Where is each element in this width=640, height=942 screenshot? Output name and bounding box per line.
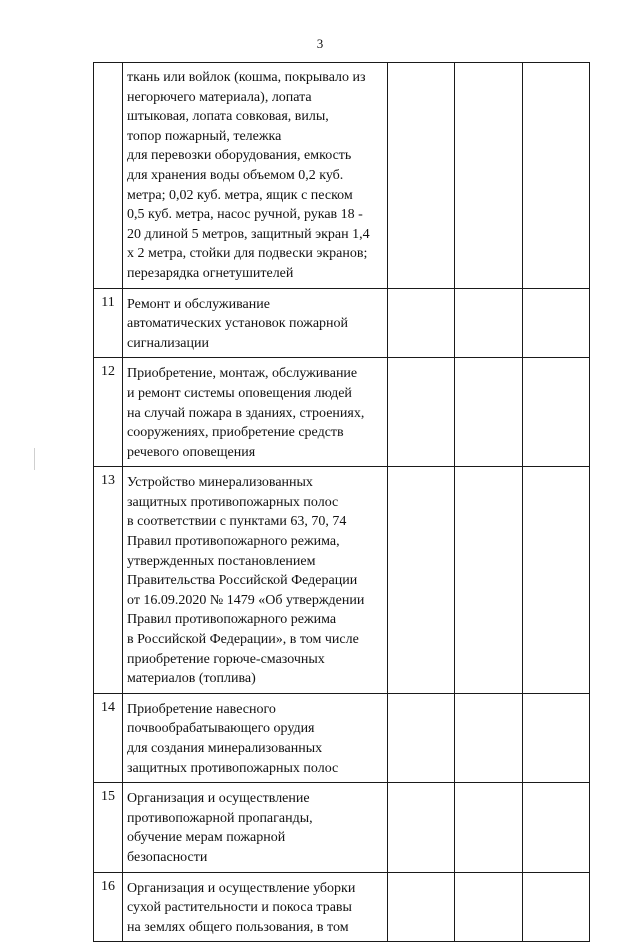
- empty-cell: [523, 783, 590, 872]
- row-number: 13: [94, 467, 123, 694]
- row-description: Устройство минерализованных защитных противопожарных полос в соответствии с пунктами 63, 70, 74 Правил противопожарного режима, утвержденных постановлением Правительства Российской Федерации от 16.09.2020 № 1479 «Об утверждении Правил противопожарного режима в Российской Федерации», в том числе приобретение горюче-смазочных материалов (топлива): [127, 475, 365, 687]
- row-description: ткань или войлок (кошма, покрывало из негорючего материала), лопата штыковая, лопата совковая, вилы, топор пожарный, тележка для перевозки оборудования, емкость для хранения воды объемом 0,2 куб. метра; 0,02 куб. метра, ящик с песком 0,5 куб. метра, насос ручной, рукав 18 - 20 длиной 5 метров, защитный экран 1,4 х 2 метра, стойки для подвески экранов; перезарядка огнетушителей: [127, 70, 370, 281]
- table-row: [94, 288, 590, 358]
- empty-cell: [523, 693, 590, 782]
- empty-cell: [523, 467, 590, 694]
- table-row: [94, 467, 590, 694]
- row-description-cell: [123, 783, 388, 872]
- empty-cell: [388, 63, 455, 289]
- row-description: Организация и осуществление противопожарной пропаганды, обучение мерам пожарной безопасности: [127, 791, 313, 865]
- row-description: Приобретение, монтаж, обслуживание и ремонт системы оповещения людей на случай пожара в зданиях, строениях, сооружениях, приобретение средств речевого оповещения: [127, 366, 365, 460]
- row-number: 16: [94, 872, 123, 942]
- empty-cell: [388, 693, 455, 782]
- empty-cell: [455, 872, 523, 942]
- table-row: [94, 872, 590, 942]
- row-description: Организация и осуществление уборки сухой растительности и покоса травы на землях общего пользования, в том: [127, 880, 356, 935]
- empty-cell: [523, 358, 590, 467]
- row-description-cell: [123, 63, 388, 289]
- empty-cell: [523, 63, 590, 289]
- empty-cell: [455, 358, 523, 467]
- empty-cell: [455, 63, 523, 289]
- row-number: [94, 63, 123, 289]
- row-description: Ремонт и обслуживание автоматических установок пожарной сигнализации: [127, 296, 349, 351]
- row-description-cell: [123, 288, 388, 358]
- table-row: [94, 63, 590, 289]
- table-row: [94, 783, 590, 872]
- row-number: 12: [94, 358, 123, 467]
- row-number: 14: [94, 693, 123, 782]
- empty-cell: [388, 872, 455, 942]
- row-description-cell: [123, 358, 388, 467]
- measures-table: [93, 62, 590, 942]
- empty-cell: [523, 288, 590, 358]
- row-description-cell: [123, 693, 388, 782]
- empty-cell: [455, 693, 523, 782]
- empty-cell: [523, 872, 590, 942]
- table-row: [94, 693, 590, 782]
- empty-cell: [388, 358, 455, 467]
- page-number: 3: [316, 36, 324, 51]
- scan-artifact-line: [34, 448, 35, 470]
- row-number: 15: [94, 783, 123, 872]
- empty-cell: [455, 783, 523, 872]
- empty-cell: [455, 288, 523, 358]
- row-description-cell: [123, 467, 388, 694]
- row-description: Приобретение навесного почвообрабатывающего орудия для создания минерализованных защитных противопожарных полос: [127, 701, 339, 776]
- empty-cell: [388, 467, 455, 694]
- empty-cell: [388, 783, 455, 872]
- table-row: [94, 358, 590, 467]
- row-description-cell: [123, 872, 388, 942]
- empty-cell: [388, 288, 455, 358]
- empty-cell: [455, 467, 523, 694]
- row-number: 11: [94, 288, 123, 358]
